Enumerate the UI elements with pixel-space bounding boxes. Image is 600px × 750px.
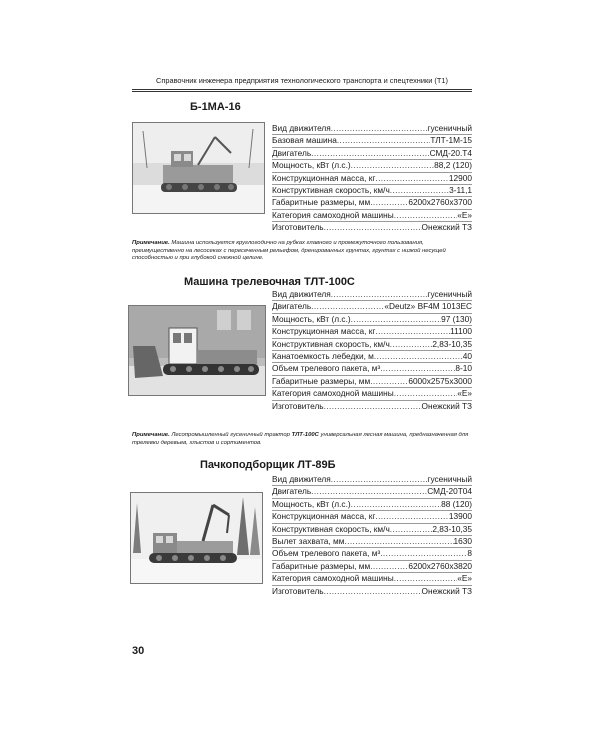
spec-row	[272, 210, 472, 222]
spec-value: гусеничный	[427, 289, 472, 299]
spec-value: 8-10	[455, 363, 472, 374]
spec-label: Мощность, кВт (л.с.)	[272, 160, 351, 171]
spec-row	[272, 511, 472, 523]
spec-label: Вид движителя	[272, 123, 331, 133]
spec-row	[272, 339, 472, 351]
spec-label: Конструкционная масса, кг	[272, 326, 376, 337]
spec-label: Объем трелевого пакета, м³	[272, 363, 381, 374]
spec-value: 11100	[450, 326, 472, 337]
spec-label: Двигатель	[272, 486, 312, 497]
page-header: Справочник инженера предприятия технологического транспорта и спецтехники (Т1)	[132, 76, 472, 90]
spec-row	[272, 376, 472, 388]
spec-value: СМД-20.Т4	[429, 147, 472, 158]
spec-row	[272, 173, 472, 185]
spec-value: «Е»	[457, 388, 472, 399]
spec-value: Онежский ТЗ	[421, 400, 472, 411]
spec-value: 8	[467, 548, 472, 559]
spec-value: 3-11,1	[449, 185, 472, 196]
spec-row	[272, 326, 472, 338]
spec-label: Изготовитель	[272, 400, 324, 411]
spec-value: 2,83-10,35	[432, 338, 472, 349]
spec-label: Мощность, кВт (л.с.)	[272, 313, 351, 324]
note-label: Примечание.	[132, 240, 170, 246]
spec-row	[272, 135, 472, 147]
spec-label: Конструктивная скорость, км/ч	[272, 185, 390, 196]
spec-list-tlt100s	[272, 289, 472, 412]
spec-label: Категория самоходной машины	[272, 388, 394, 399]
spec-row	[272, 536, 472, 548]
section-title-tlt100s: Машина трелевочная ТЛТ-100С	[184, 276, 355, 288]
spec-value: Онежский ТЗ	[421, 222, 472, 233]
spec-value: СМД-20Т04	[427, 486, 472, 497]
note-label: Примечание.	[132, 432, 170, 438]
spec-value: 97 (130)	[441, 313, 472, 324]
photo-lt89b	[130, 492, 263, 584]
photo-b1ma16	[132, 122, 265, 214]
note-b1ma16	[132, 240, 474, 263]
spec-label: Вылет захвата, мм	[272, 536, 345, 547]
spec-value: 6000x2575x3000	[408, 375, 472, 386]
spec-label: Категория самоходной машины	[272, 209, 394, 220]
spec-label: Конструкционная масса, кг	[272, 172, 376, 183]
spec-value: «Deutz» BF4M 1013ЕС	[384, 301, 472, 312]
note-text: Лесопромышленный гусеничный трактор	[169, 432, 292, 438]
spec-list-b1ma16	[272, 123, 472, 234]
spec-label: Категория самоходной машины	[272, 573, 394, 584]
section-title-b1ma16: Б-1МА-16	[190, 101, 241, 113]
spec-row	[272, 388, 472, 400]
spec-label: Конструктивная скорость, км/ч	[272, 338, 390, 349]
spec-label: Габаритные размеры, мм	[272, 560, 371, 571]
spec-row	[272, 314, 472, 326]
spec-row	[272, 289, 472, 301]
spec-value: 88,2 (120)	[434, 160, 472, 171]
spec-label: Объем трелевого пакета, м³	[272, 548, 381, 559]
spec-label: Конструкционная масса, кг	[272, 511, 376, 522]
spec-label: Канатоемкость лебедки, м	[272, 351, 374, 362]
spec-label: Двигатель	[272, 301, 312, 312]
note-bold: ТЛТ-100С	[291, 432, 319, 438]
spec-row	[272, 524, 472, 536]
spec-value: «Е»	[457, 209, 472, 220]
spec-label: Двигатель	[272, 147, 312, 158]
spec-value: 6200x2760x3700	[408, 197, 472, 208]
spec-row	[272, 586, 472, 597]
note-tlt100s	[132, 432, 474, 447]
spec-label: Мощность, кВт (л.с.)	[272, 498, 351, 509]
spec-label: Габаритные размеры, мм	[272, 197, 371, 208]
spec-row	[272, 185, 472, 197]
spec-value: 13900	[448, 511, 472, 522]
spec-value: 40	[462, 351, 472, 362]
spec-label: Изготовитель	[272, 585, 324, 596]
spec-label: Изготовитель	[272, 222, 324, 233]
spec-value: ТЛТ-1М-15	[430, 135, 472, 146]
spec-row	[272, 499, 472, 511]
spec-label: Габаритные размеры, мм	[272, 375, 371, 386]
section-title-lt89b: Пачкоподборщик ЛТ-89Б	[200, 459, 336, 471]
spec-row	[272, 351, 472, 363]
spec-value: 88 (120)	[441, 498, 472, 509]
spec-row	[272, 474, 472, 486]
spec-row	[272, 573, 472, 585]
spec-row	[272, 486, 472, 498]
spec-row	[272, 401, 472, 412]
spec-value: 12900	[448, 172, 472, 183]
spec-row	[272, 148, 472, 160]
note-text: Машина используется круглогодично на рубках главного и промежуточного пользования, преимущественно на лесосеках с пересеченным рельефом, дренированных грунтах, грунтах с низкой несущей способностью и при глубокой снежной целине.	[132, 240, 446, 262]
spec-value: Онежский ТЗ	[421, 585, 472, 596]
spec-value: 2,83-10,35	[432, 523, 472, 534]
spec-row	[272, 561, 472, 573]
spec-row	[272, 548, 472, 560]
spec-row	[272, 123, 472, 135]
spec-row	[272, 301, 472, 313]
spec-value: гусеничный	[427, 123, 472, 133]
page-number: 30	[132, 645, 145, 657]
note-text: универсальная лесная машина, предназначенная для трелевки деревьев, хлыстов и сортиментов.	[132, 432, 469, 446]
spec-value: «Е»	[457, 573, 472, 584]
spec-value: гусеничный	[427, 474, 472, 484]
spec-list-lt89b	[272, 474, 472, 597]
spec-row	[272, 363, 472, 375]
spec-value: 1630	[453, 536, 472, 547]
spec-row	[272, 197, 472, 209]
spec-value: 6200x2760x3820	[408, 560, 472, 571]
spec-label: Вид движителя	[272, 474, 331, 484]
spec-row	[272, 160, 472, 172]
header-divider	[132, 91, 472, 92]
photo-tlt100s	[128, 305, 266, 396]
spec-row	[272, 222, 472, 233]
spec-label: Вид движителя	[272, 289, 331, 299]
spec-label: Базовая машина	[272, 135, 337, 146]
spec-label: Конструктивная скорость, км/ч	[272, 523, 390, 534]
